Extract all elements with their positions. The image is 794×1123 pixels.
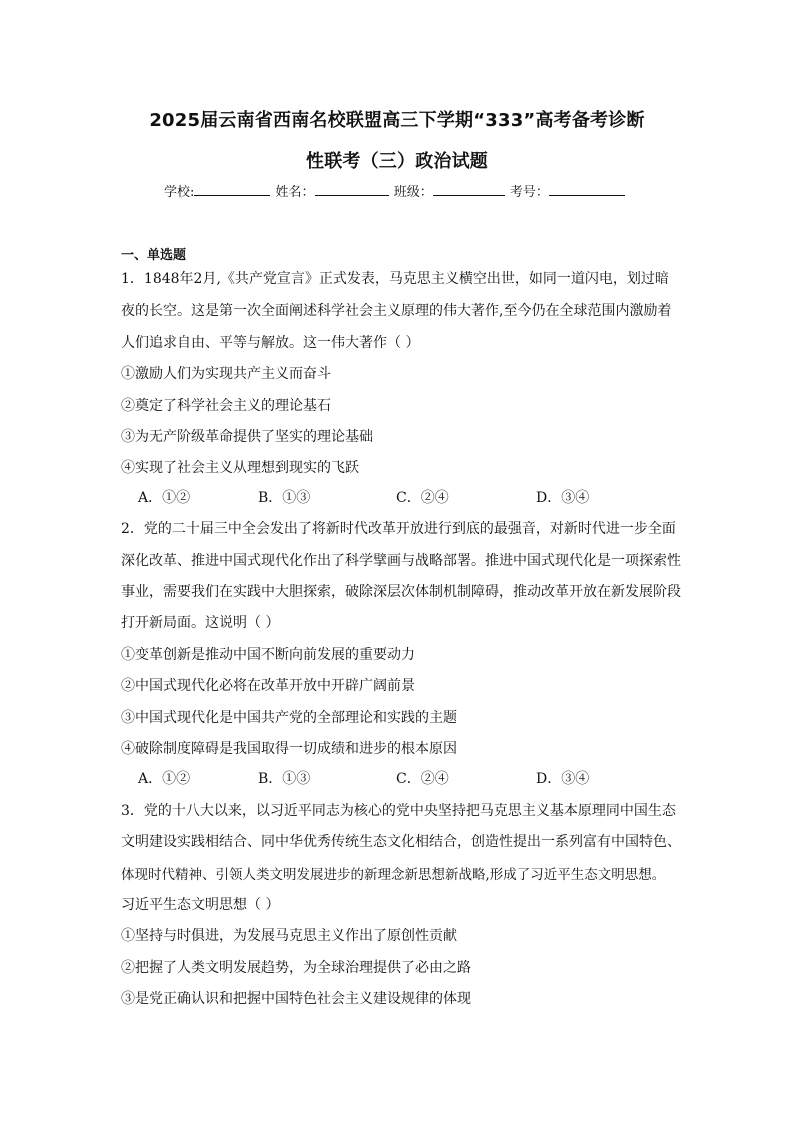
q3-stem-line: 文明建设实践相结合、同中华优秀传统生态文化相结合，创造性提出一系列富有中国特色、	[121, 834, 681, 850]
q1-option: ③为无产阶级革命提供了坚实的理论基础	[121, 429, 373, 445]
q3-option: ①坚持与时俱进，为发展马克思主义作出了原创性贡献	[121, 928, 457, 944]
section-heading: 一、单选题	[121, 248, 187, 263]
q1-option: ②奠定了科学社会主义的理论基石	[121, 398, 331, 414]
q1-choice-b: B．①③	[258, 490, 311, 506]
name-label: 姓名：	[275, 185, 315, 200]
q2-option: ①变革创新是推动中国不断向前发展的重要动力	[121, 647, 415, 663]
q2-choice-c: C．②④	[396, 771, 449, 787]
exam-title-line-1: 2025届云南省西南名校联盟高三下学期“333”高考备考诊断	[149, 110, 645, 131]
q1-option: ④实现了社会主义从理想到现实的飞跃	[121, 460, 359, 476]
q3-stem-line: 体现时代精神、引领人类文明发展进步的新理念新思想新战略,形成了习近平生态文明思想。	[121, 867, 666, 883]
q1-choice-d: D．③④	[536, 490, 590, 506]
exam-number-label: 考号：	[509, 185, 549, 200]
q3-option: ②把握了人类文明发展趋势，为全球治理提供了必由之路	[121, 960, 471, 976]
q1-choices	[138, 487, 638, 507]
q2-stem-line: 事业，需要我们在实践中大胆探索，破除深层次体制机制障碍，推动改革开放在新发展阶段	[121, 584, 681, 600]
q3-stem-line: 习近平生态文明思想（ ）	[121, 897, 280, 913]
q3-stem-line: 3．党的十八大以来，以习近平同志为核心的党中央坚持把马克思主义基本原理同中国生态	[121, 803, 676, 819]
class-blank	[433, 183, 505, 196]
q2-option: ②中国式现代化必将在改革开放中开辟广阔前景	[121, 678, 415, 694]
class-label: 班级：	[393, 185, 433, 200]
q3-option: ③是党正确认识和把握中国特色社会主义建设规律的体现	[121, 991, 471, 1007]
q2-stem-line: 深化改革、推进中国式现代化作出了科学擘画与战略部署。推进中国式现代化是一项探索性	[121, 553, 681, 569]
q1-stem-line: 1．1848年2月,《共产党宣言》正式发表，马克思主义横空出世，如同一道闪电，划过暗	[121, 271, 669, 287]
exam-number-blank	[549, 183, 625, 196]
q1-stem-line: 人们追求自由、平等与解放。这一伟大著作（ ）	[121, 335, 420, 351]
q2-choice-b: B．①③	[258, 771, 311, 787]
q2-option: ③中国式现代化是中国共产党的全部理论和实践的主题	[121, 710, 457, 726]
name-blank	[315, 183, 389, 196]
q2-option: ④破除制度障碍是我国取得一切成绩和进步的根本原因	[121, 741, 457, 757]
q1-stem-line: 夜的长空。这是第一次全面阐述科学社会主义原理的伟大著作,至今仍在全球范围内激励着	[121, 303, 672, 319]
q2-stem-line: 2．党的二十届三中全会发出了将新时代改革开放进行到底的最强音，对新时代进一步全面	[121, 521, 676, 537]
student-info-row	[164, 181, 626, 200]
q2-choices	[138, 768, 638, 788]
school-blank	[194, 183, 270, 196]
q1-option: ①激励人们为实现共产主义而奋斗	[121, 366, 331, 382]
q2-choice-a: A．①②	[138, 771, 191, 787]
q1-choice-a: A．①②	[138, 490, 191, 506]
q2-choice-d: D．③④	[536, 771, 590, 787]
q2-stem-line: 打开新局面。这说明（ ）	[121, 615, 280, 631]
q1-choice-c: C．②④	[396, 490, 449, 506]
exam-title-line-2: 性联考（三）政治试题	[306, 151, 488, 172]
school-label: 学校:	[164, 185, 195, 200]
